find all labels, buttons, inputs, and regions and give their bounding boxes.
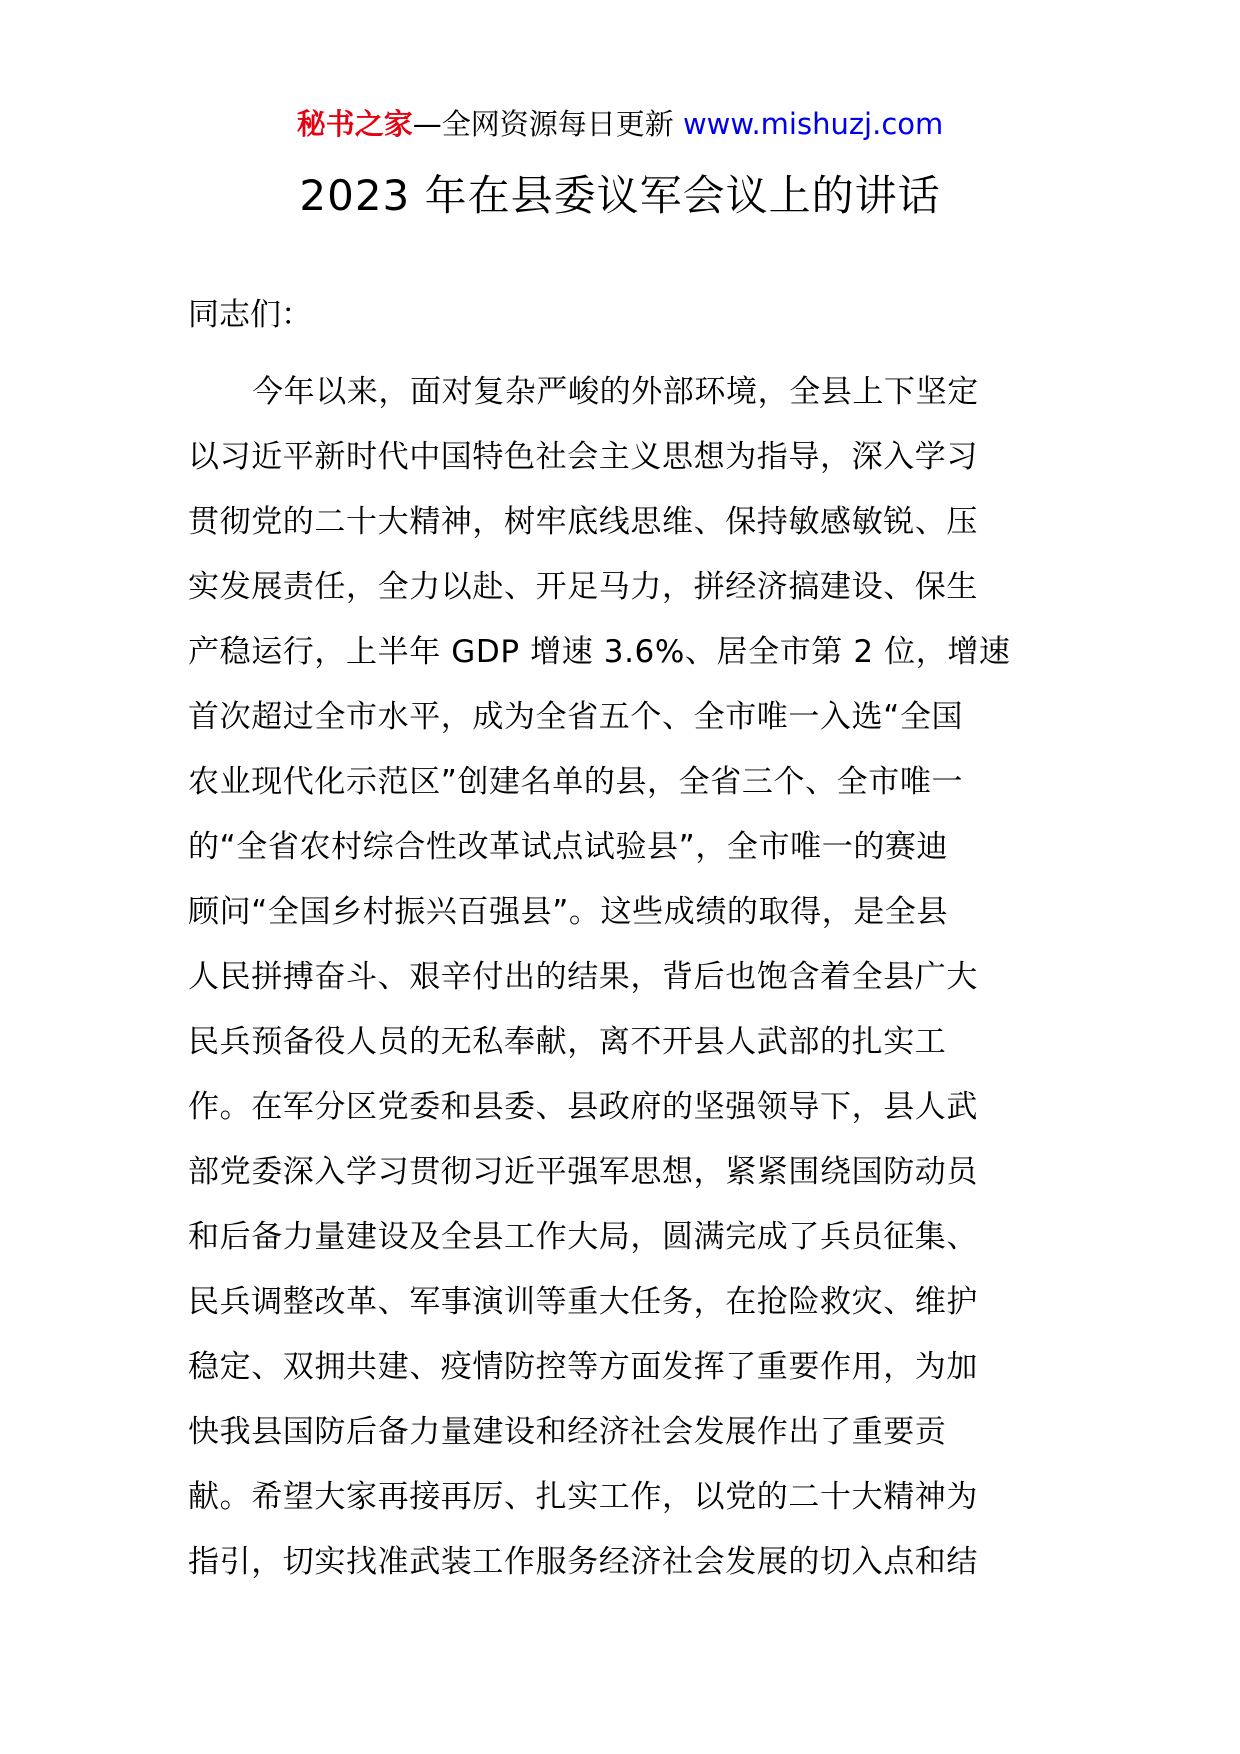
body-line: 和后备力量建设及全县工作大局，圆满完成了兵员征集、 xyxy=(188,1219,978,1255)
body-line: 献。希望大家再接再厉、扎实工作，以党的二十大精神为 xyxy=(188,1479,978,1515)
site-url-link[interactable]: www.mishuzj.com xyxy=(682,107,944,141)
body-line: 产稳运行，上半年 GDP 增速 3.6%、居全市第 2 位，增速 xyxy=(188,634,1011,670)
body-line: 的“全省农村综合性改革试点试验县”，全市唯一的赛迪 xyxy=(188,829,949,865)
brand-name: 秘书之家 xyxy=(296,107,413,141)
body-line: 作。在军分区党委和县委、县政府的坚强领导下，县人武 xyxy=(188,1089,978,1125)
body-line: 今年以来，面对复杂严峻的外部环境，全县上下坚定 xyxy=(252,374,979,410)
document-title: 2023 年在县委议军会议上的讲话 xyxy=(299,171,941,220)
document-body xyxy=(188,360,1058,1595)
body-line: 首次超过全市水平，成为全省五个、全市唯一入选“全国 xyxy=(188,699,964,735)
body-line: 稳定、双拥共建、疫情防控等方面发挥了重要作用，为加 xyxy=(188,1349,978,1385)
body-line: 人民拼搏奋斗、艰辛付出的结果，背后也饱含着全县广大 xyxy=(188,959,978,995)
body-line: 民兵预备役人员的无私奉献，离不开县人武部的扎实工 xyxy=(188,1024,947,1060)
body-line: 农业现代化示范区”创建名单的县，全省三个、全市唯一 xyxy=(188,764,964,800)
body-line: 以习近平新时代中国特色社会主义思想为指导，深入学习 xyxy=(188,439,978,475)
header-tagline: —全网资源每日更新 xyxy=(412,107,674,141)
body-line: 快我县国防后备力量建设和经济社会发展作出了重要贡 xyxy=(188,1414,947,1450)
body-line: 贯彻党的二十大精神，树牢底线思维、保持敏感敏锐、压 xyxy=(188,504,978,540)
body-line: 部党委深入学习贯彻习近平强军思想，紧紧围绕国防动员 xyxy=(188,1154,978,1190)
body-line: 民兵调整改革、军事演训等重大任务，在抢险救灾、维护 xyxy=(188,1284,978,1320)
body-line: 顾问“全国乡村振兴百强县”。这些成绩的取得，是全县 xyxy=(188,894,949,930)
body-line: 实发展责任，全力以赴、开足马力，拼经济搞建设、保生 xyxy=(188,569,978,605)
site-header xyxy=(0,104,1240,144)
body-line: 指引，切实找准武装工作服务经济社会发展的切入点和结 xyxy=(188,1544,978,1580)
salutation: 同志们： xyxy=(188,297,312,333)
